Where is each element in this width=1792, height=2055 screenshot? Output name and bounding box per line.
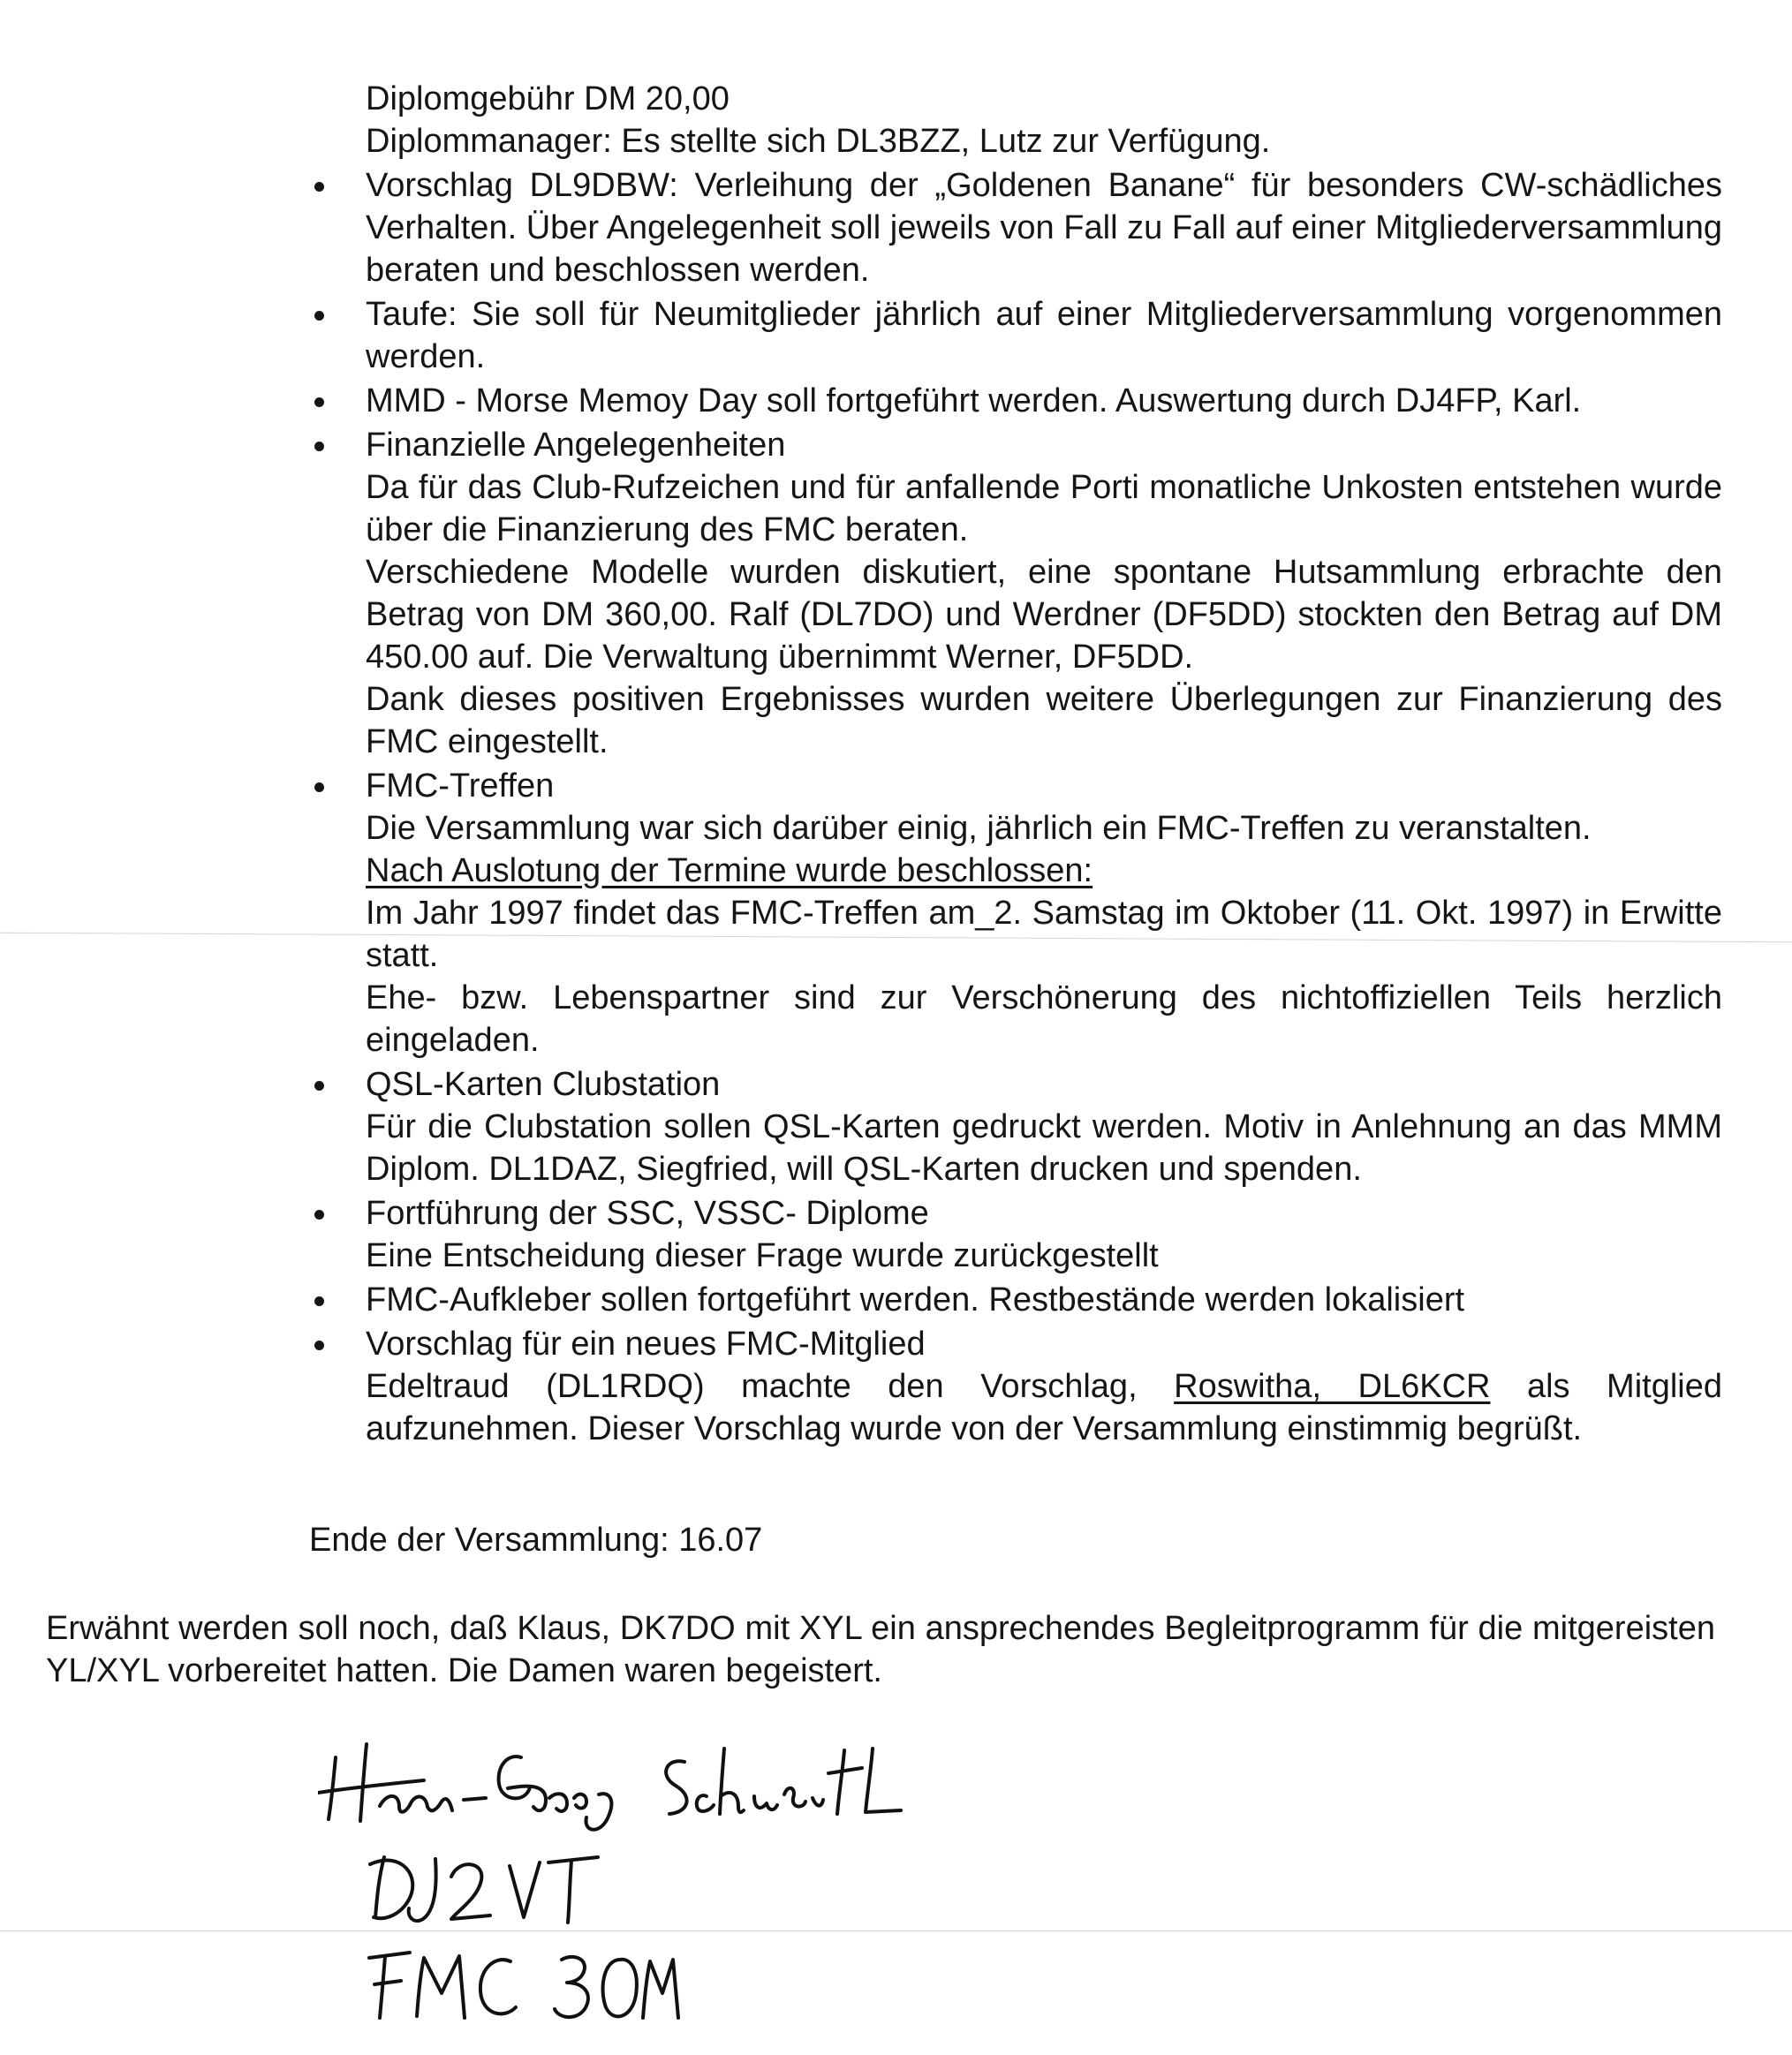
bullet-icon	[314, 782, 324, 792]
item-text: MMD - Morse Memoy Day soll fortgeführt werden. Auswertung durch DJ4FP, Karl.	[366, 382, 1582, 419]
member-name: Roswitha, DL6KCR	[1174, 1368, 1491, 1405]
meeting-end: Ende der Versammlung: 16.07	[309, 1522, 763, 1559]
bullet-icon	[314, 397, 324, 407]
item-body: Für die Clubstation sollen QSL-Karten gedruckt werden. Motiv in Anlehnung an das MMM Diplom. DL1DAZ, Siegfried, will QSL-Karten drucken und spenden.	[366, 1108, 1722, 1188]
item-body: Die Versammlung war sich darüber einig, jährlich ein FMC-Treffen zu veranstalten.	[366, 810, 1592, 847]
item-body: Im Jahr 1997 findet das FMC-Treffen am_2. Samstag im Oktober (11. Okt. 1997) in Erwitte statt.	[366, 895, 1722, 974]
bullet-icon	[314, 442, 324, 451]
item-body: Da für das Club-Rufzeichen und für anfallende Porti monatliche Unkosten entstehen wurde über die Finanzierung des FMC beraten.	[366, 469, 1722, 548]
list-item	[366, 164, 1722, 291]
bullet-icon	[314, 1210, 324, 1220]
list-item	[366, 293, 1722, 378]
item-body-post: als Mitglied aufzunehmen. Dieser Vorschlag wurde von der Versammlung einstimmig begrüßt.	[366, 1368, 1722, 1447]
item-body: Ehe- bzw. Lebenspartner sind zur Verschönerung des nichtoffiziellen Teils herzlich eingeladen.	[366, 979, 1722, 1059]
document-body	[366, 78, 1722, 1450]
item-body-pre: Edeltraud (DL1RDQ) machte den Vorschlag,	[366, 1368, 1138, 1405]
list-item	[366, 1192, 1722, 1277]
agenda-list	[366, 164, 1722, 1450]
bullet-icon	[314, 1081, 324, 1091]
bullet-icon	[314, 311, 324, 321]
bullet-icon	[314, 1341, 324, 1350]
decision-heading: Nach Auslotung der Termine wurde beschlossen:	[366, 852, 1093, 889]
item-heading: Fortführung der SSC, VSSC- Diplome	[366, 1195, 929, 1232]
list-item	[366, 1063, 1722, 1190]
bullet-icon	[314, 182, 324, 192]
item-heading: Finanzielle Angelegenheiten	[366, 427, 786, 464]
item-heading: QSL-Karten Clubstation	[366, 1066, 721, 1103]
list-item	[366, 1279, 1722, 1321]
closing-paragraph: Erwähnt werden soll noch, daß Klaus, DK7DO mit XYL ein ansprechendes Begleitprogramm für die mitgereisten YL/XYL vorbereitet hatten. Die Damen waren begeistert.	[46, 1610, 1715, 1689]
signature-callsign-icon	[367, 1841, 631, 1930]
signature-name-icon	[318, 1722, 936, 1837]
bullet-icon	[314, 1296, 324, 1306]
signature-member-icon	[362, 1938, 680, 2027]
list-item	[366, 380, 1722, 422]
list-item	[366, 1323, 1722, 1450]
intro-fee: Diplomgebühr DM 20,00	[366, 80, 730, 117]
item-text: Vorschlag DL9DBW: Verleihung der „Goldenen Banane“ für besonders CW-schädliches Verhalten. Über Angelegenheit soll jeweils von Fall zu Fall auf einer Mitgliederversammlung beraten und beschlossen werden.	[366, 167, 1722, 289]
list-item	[366, 765, 1722, 1061]
item-text: FMC-Aufkleber sollen fortgeführt werden. Restbestände werden lokalisiert	[366, 1281, 1465, 1318]
handwritten-signature	[318, 1722, 936, 2022]
list-item	[366, 424, 1722, 763]
item-heading: FMC-Treffen	[366, 767, 555, 805]
item-body: Eine Entscheidung dieser Frage wurde zurückgestellt	[366, 1237, 1159, 1274]
intro-manager: Diplommanager: Es stellte sich DL3BZZ, Lutz zur Verfügung.	[366, 123, 1271, 160]
item-body: Dank dieses positiven Ergebnisses wurden weitere Überlegungen zur Finanzierung des FMC eingestellt.	[366, 681, 1722, 760]
item-body	[366, 1365, 1722, 1450]
item-body: Verschiedene Modelle wurden diskutiert, eine spontane Hutsammlung erbrachte den Betrag von DM 360,00. Ralf (DL7DO) und Werdner (DF5DD) stockten den Betrag auf DM 450.00 auf. Die Verwaltung übernimmt Werner, DF5DD.	[366, 554, 1722, 676]
item-heading: Vorschlag für ein neues FMC-Mitglied	[366, 1326, 926, 1363]
item-text: Taufe: Sie soll für Neumitglieder jährlich auf einer Mitgliederversammlung vorgenommen werden.	[366, 296, 1722, 375]
